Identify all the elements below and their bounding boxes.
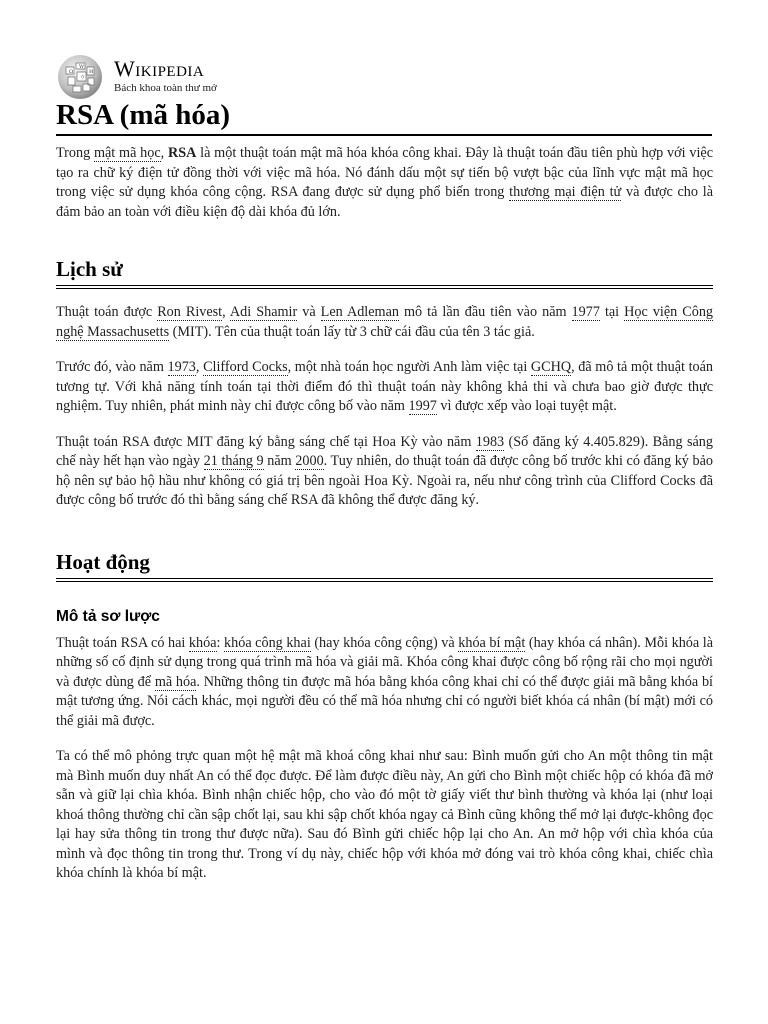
text-run: . Tuy nhiên, do thuật toán đã được công bố trước khi có đăng ký bảo hộ nên sự bảo hộ hầu như không có giá trị bên ngoài Hoa Kỳ. Ngoài ra, nếu như công trình của Clifford Cocks đã được công bố trước đó thì bằng sáng chế RSA đã không thể được đăng ký. — [56, 453, 713, 508]
article-link[interactable]: 1997 — [408, 398, 437, 414]
text-run: Thuật toán được — [56, 304, 158, 320]
text-run: , đã mô tả một thuật toán tương tự. Với khả năng tính toán tại thời điểm đó thì thuật toán này không khả thi và chưa bao giờ được thực nghiệm. Tuy nhiên, phát minh này chỉ được công bố vào năm — [56, 359, 714, 414]
site-header[interactable] — [56, 53, 356, 99]
section-paragraph — [56, 747, 713, 884]
text-run: : — [216, 634, 225, 651]
section-paragraph — [56, 433, 713, 511]
article-link[interactable]: GCHQ — [530, 359, 572, 375]
section-paragraph — [56, 634, 713, 732]
text-run: là một thuật toán mật mã hóa khóa công khai. Đây là thuật toán đầu tiên phù hợp với việc tạo ra chữ ký điện tử đồng thời với việc mã hóa. Nó đánh dấu một sự tiến bộ vượt bậc của lĩnh vực mật mã học trong việc sử dụng khóa công cộng. RSA đang được sử dụng phổ biến trong — [56, 145, 713, 200]
svg-text:W: W — [79, 64, 85, 70]
text-run: , — [195, 359, 204, 375]
text-run: tại — [599, 304, 625, 320]
text-run: Thuật toán RSA được MIT đăng ký bằng sáng chế tại Hoa Kỳ vào năm — [56, 433, 476, 450]
text-run: , một nhà toán học người Anh làm việc tại — [287, 359, 531, 375]
article-link[interactable]: 1977 — [571, 304, 600, 320]
article-link[interactable]: Len Adleman — [320, 304, 399, 320]
page-title: RSA (mã hóa) — [56, 96, 712, 136]
intro-paragraph — [56, 144, 713, 222]
article-link[interactable]: Ron Rivest — [157, 304, 223, 320]
text-run: mô tả lần đầu tiên vào năm — [398, 304, 572, 320]
article-link[interactable]: Clifford Cocks — [203, 359, 288, 375]
section-heading: Hoạt động — [56, 547, 713, 582]
svg-text:ウ: ウ — [80, 75, 86, 81]
text-run: Trước đó, vào năm — [56, 359, 168, 375]
text-run: (hay khóa công cộng) và — [310, 634, 459, 651]
text-run: (hay khóa cá nhân). Mỗi khóa là những số cố định sử dụng trong quá trình mã hóa và giải mã. Khóa công khai được công bố rộng rãi cho mọi người và được dùng để — [56, 634, 713, 690]
article-link[interactable]: thương mại điện tử — [509, 184, 622, 200]
article-body — [56, 144, 713, 900]
text-run: và — [297, 304, 321, 320]
svg-text:И: И — [89, 69, 94, 75]
text-run: , — [222, 304, 230, 320]
text-run: (Số đăng ký 4.405.829). Bằng sáng chế này hết hạn vào ngày — [56, 433, 713, 469]
text-run: (MIT). Tên của thuật toán lấy từ 3 chữ cái đầu của tên 3 tác giả. — [169, 323, 535, 340]
text-run: năm — [263, 453, 296, 469]
text-run: Thuật toán RSA có hai — [56, 634, 189, 651]
section-paragraph — [56, 358, 713, 417]
article-link[interactable]: 2000 — [295, 453, 324, 469]
text-run: Ta có thể mô phỏng trực quan một hệ mật mã khoá công khai như sau: Bình muốn gửi cho An một thông tin mật mà Bình muốn duy nhất An có thể đọc được. Để làm được điều này, An gửi cho Bình một chiếc hộp có khóa đã mở sẵn và giữ lại chìa khóa. Bình nhận chiếc hộp, cho vào đó một tờ giấy viết thư bình thường và khóa lại (như loại khoá thông thường chỉ cần sập chốt lại, sau khi sập chốt khóa ngay cả Bình cũng không thể mở lại được-không đọc lại hay sửa thông tin trong thư được nữa). Sau đó Bình gửi chiếc hộp lại cho An. An mở hộp với chìa khóa của mình và đọc thông tin trong thư. Trong ví dụ này, chiếc hộp với khóa mở đóng vai trò khóa công khai, chiếc chìa khóa chính là khóa bí mật. — [56, 748, 713, 881]
article-link[interactable]: khóa công khai — [224, 634, 311, 651]
text-run: . Những thông tin được mã hóa bằng khóa công khai chỉ có thể được giải mã bằng khóa bí mật tương ứng. Nói cách khác, mọi người đều có thể mã hóa nhưng chỉ có người biết khóa cá nhân (bí mật) mới có thể giải mã được. — [56, 673, 713, 729]
article-link[interactable]: 21 tháng 9 — [203, 453, 264, 469]
article-link[interactable]: Học viện Công nghệ Massachusetts — [56, 304, 714, 340]
article-link[interactable]: mã hóa — [154, 673, 197, 690]
site-wordmark: Wikipedia — [114, 56, 205, 81]
article-link[interactable]: 1973 — [167, 359, 196, 375]
subsection-heading: Mô tả sơ lược — [56, 607, 160, 625]
article-link[interactable]: khóa bí mật — [458, 634, 526, 651]
text-run: và được cho là đảm bảo an toàn với điều kiện độ dài khóa đủ lớn. — [56, 184, 713, 220]
section-paragraph — [56, 303, 713, 342]
text-run: vì được xếp vào loại tuyệt mật. — [436, 398, 617, 414]
article-link[interactable]: mật mã học — [93, 145, 161, 161]
text-run: Trong — [56, 145, 94, 161]
svg-text:Ω: Ω — [69, 69, 74, 75]
article-link[interactable]: 1983 — [475, 433, 505, 450]
section-heading: Lịch sử — [56, 254, 713, 289]
article-link[interactable]: khóa — [188, 634, 217, 651]
article-link[interactable]: Adi Shamir — [229, 304, 298, 320]
site-tagline: Bách khoa toàn thư mở — [114, 82, 217, 94]
bold-term: RSA — [167, 145, 197, 161]
text-run: , — [160, 145, 168, 161]
wikipedia-globe-logo-icon — [56, 53, 104, 101]
